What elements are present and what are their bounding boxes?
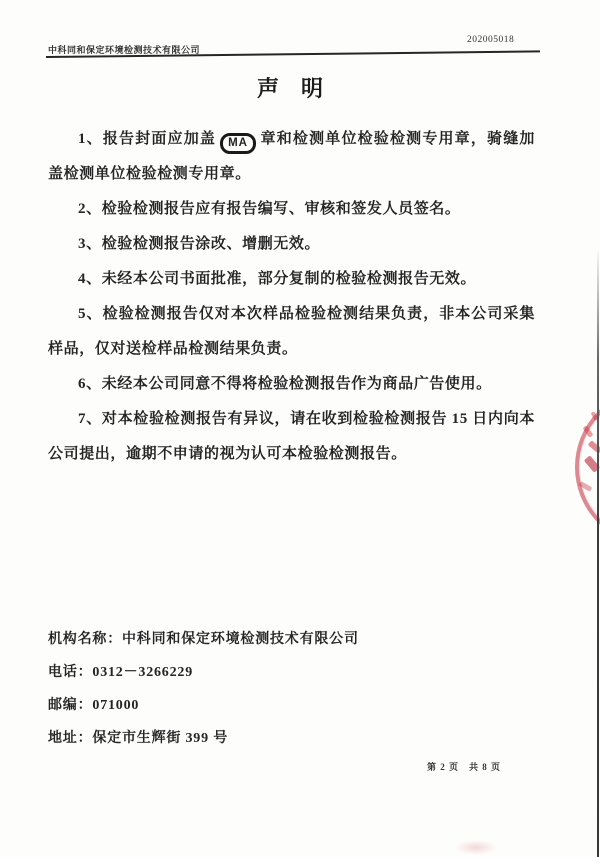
header-report-number: 202005018: [467, 35, 515, 45]
info-row-address: [48, 727, 528, 760]
item-1-tail: 章和检测单位检验检测专用章，骑缝加盖检测单位检验检测专用章。: [48, 131, 535, 182]
scan-smudge: [455, 840, 497, 855]
declaration-item-1: [48, 122, 535, 192]
address-value: 保定市生辉街 399 号: [92, 731, 229, 746]
info-row-phone: [48, 661, 528, 694]
declaration-item-4: 4、未经本公司书面批准，部分复制的检验检测报告无效。: [78, 271, 477, 287]
page-title: 声 明: [256, 76, 323, 101]
org-name-value: 中科同和保定环境检测技术有限公司: [122, 632, 359, 647]
declaration-item-3: 3、检验检测报告涂改、增删无效。: [78, 236, 321, 252]
declaration-item-6: 6、未经本公司同意不得将检验检测报告作为商品广告使用。: [78, 376, 492, 392]
postcode-value: 071000: [92, 698, 140, 713]
declaration-item-2: 2、检验检测报告应有报告编写、审核和签发人员签名。: [78, 201, 461, 217]
phone-value: 0312－3266229: [92, 665, 194, 680]
organization-info: [48, 628, 528, 760]
postcode-label: 邮编：: [48, 698, 93, 713]
cma-mark-icon: [220, 133, 256, 154]
cma-mark-label: MA: [228, 137, 248, 149]
declaration-item-7: 7、对本检验检测报告有异议，请在收到检验检测报告 15 日内向本公司提出，逾期不申请的视为认可本检验检测报告。: [48, 411, 535, 462]
header-company-name: 中科同和保定环境检测技术有限公司: [48, 45, 201, 55]
phone-label: 电话：: [48, 665, 93, 680]
info-row-org-name: [48, 628, 528, 661]
page-indicator: 第 2 页 共 8 页: [427, 762, 502, 772]
item-1-lead: 1、报告封面应加盖: [78, 131, 217, 147]
straddle-stamp: [568, 396, 600, 530]
declaration-body: [48, 122, 535, 472]
scan-edge-shadow: [597, 248, 599, 857]
declaration-item-5: 5、检验检测报告仅对本次样品检验检测结果负责，非本公司采集样品，仅对送检样品检测结果负责。: [48, 306, 535, 357]
org-name-label: 机构名称：: [48, 632, 122, 647]
address-label: 地址：: [48, 731, 93, 746]
info-row-postcode: [48, 694, 528, 727]
